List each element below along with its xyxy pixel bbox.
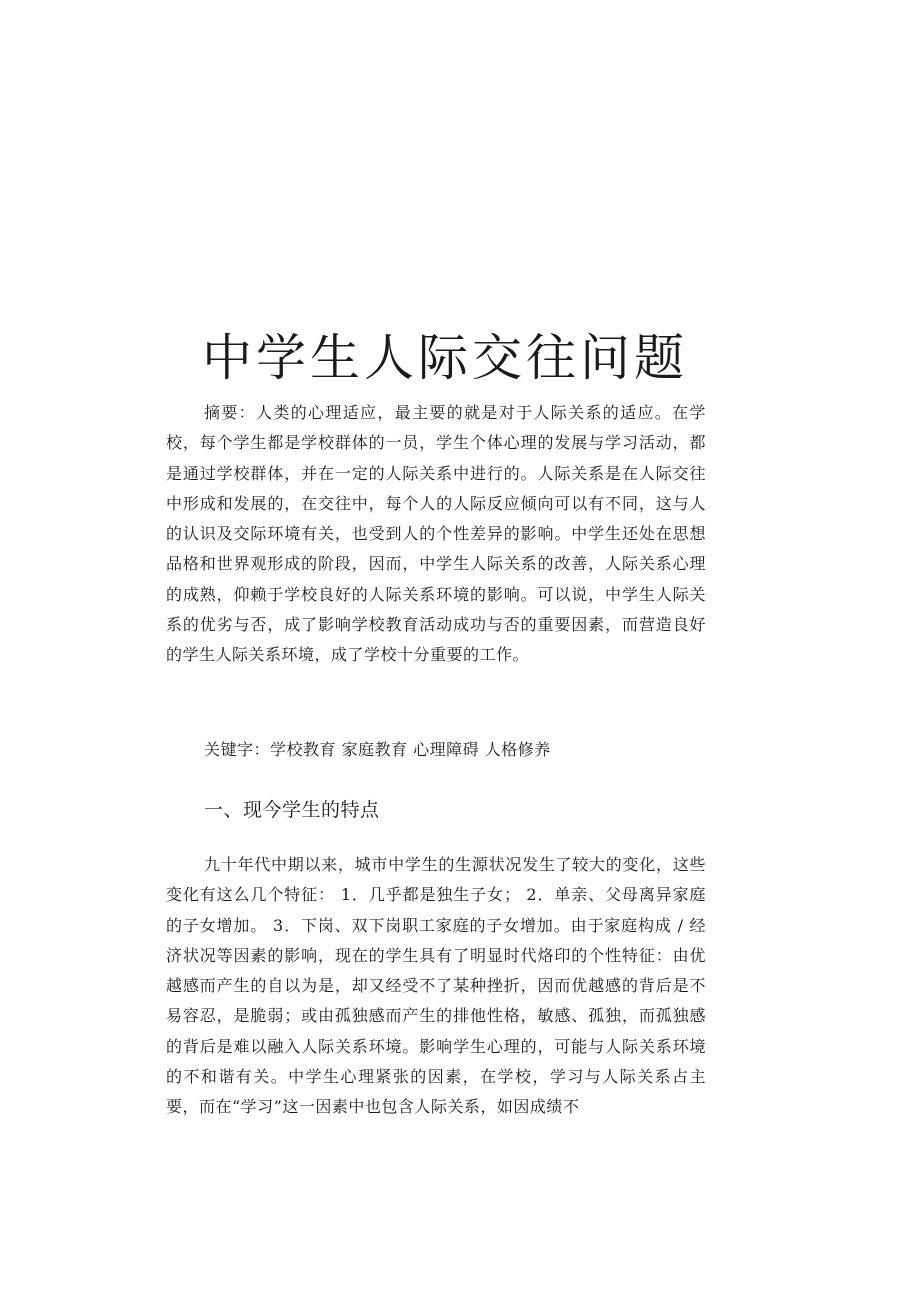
document-title: 中学生人际交往问题 bbox=[202, 329, 688, 387]
abstract-paragraph: 摘要：人类的心理适应，最主要的就是对于人际关系的适应。在学校，每个学生都是学校群体的一员，学生个体心理的发展与学习活动，都是通过学校群体，并在一定的人际关系中进行的。人际关系是在人际交往中形成和发展的，在交往中，每个人的人际反应倾向可以有不同，这与人的认识及交际环境有关，也受到人的个性差异的影响。中学生还处在思想品格和世界观形成的阶段，因而，中学生人际关系的改善，人际关系心理的成熟，仰赖于学校良好的人际关系环境的影响。可以说，中学生人际关系的优劣与否，成了影响学校教育活动成功与否的重要因素，而营造良好的学生人际关系环境，成了学校十分重要的工作。 bbox=[166, 403, 706, 665]
body-paragraph: 九十年代中期以来，城市中学生的生源状况发生了较大的变化，这些变化有这么几个特征： 1．几乎都是独生子女； 2．单亲、父母离异家庭的子女增加。 3．下岗、双下岗职工家庭的子女增加。由于家庭构成 / 经济状况等因素的影响，现在的学生具有了明显时代烙印的个性特征：由优越感而产生的自以为是，却又经受不了某种挫折，因而优越感的背后是不易容忍，是脆弱；或由孤独感而产生的排他性格，敏感、孤独，而孤独感的背后是难以融入人际关系环境。影响学生心理的，可能与人际关系环境的不和谐有关。中学生心理紧张的因素，在学校，学习与人际关系占主要，而在“学习”这一因素中也包含人际关系，如因成绩不 bbox=[166, 855, 706, 1117]
keywords-line: 关键字：学校教育 家庭教育 心理障碍 人格修养 bbox=[204, 740, 551, 759]
section-heading: 一、现今学生的特点 bbox=[204, 799, 380, 821]
